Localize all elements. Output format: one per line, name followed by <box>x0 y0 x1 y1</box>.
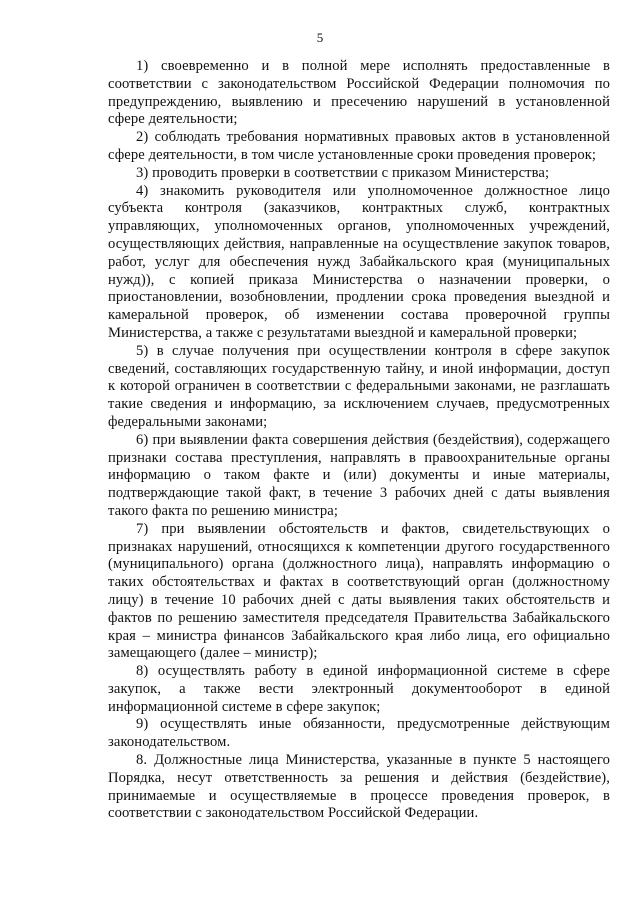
paragraph-duty-4: 4) знакомить руководителя или уполномоченное должностное лицо субъекта контроля (заказчиков, контрактных служб, контрактных управляющих, уполномоченных органов, уполномоченных учреждений, осуществляющих действия, направленные на осуществление закупок товаров, работ, услуг для обеспечения нужд Забайкальского края (муниципальных нужд)), с копией приказа Министерства о назначении проверки, о приостановлении, возобновлении, продлении срока проведения выездной и камеральной проверок, об изменении состава проверочной группы Министерства, а также с результатами выездной и камеральной проверки; <box>108 182 610 341</box>
paragraph-duty-8: 8) осуществлять работу в единой информационной системе в сфере закупок, а также вести электронный документооборот в единой информационной системе в сфере закупок; <box>108 663 610 715</box>
paragraph-section-8: 8. Должностные лица Министерства, указанные в пункте 5 настоящего Порядка, несут ответственность за решения и действия (бездействие), принимаемые и осуществляемые в процессе проведения проверок, в соответствии с законодательством Российской Федерации. <box>108 752 610 822</box>
paragraph-duty-1: 1) своевременно и в полной мере исполнять предоставленные в соответствии с законодательством Российской Федерации полномочия по предупреждению, выявлению и пресечению нарушений в установленной сфере деятельности; <box>108 58 610 128</box>
paragraph-duty-5: 5) в случае получения при осуществлении контроля в сфере закупок сведений, составляющих государственную тайну, и иной информации, доступ к которой ограничен в соответствии с федеральными законами, не разглашать такие сведения и информацию, за исключением случаев, предусмотренных федеральными законами; <box>108 342 610 430</box>
paragraph-duty-6: 6) при выявлении факта совершения действия (бездействия), содержащего признаки состава преступления, направлять в правоохранительные органы информацию о таком факте и (или) документы и иные материалы, подтверждающие такой факт, в течение 3 рабочих дней с даты выявления такого факта по решению министра; <box>108 431 610 519</box>
paragraph-duty-9: 9) осуществлять иные обязанности, предусмотренные действующим законодательством. <box>108 716 610 751</box>
document-body <box>108 58 610 823</box>
page-number: 5 <box>316 30 324 45</box>
paragraph-duty-3: 3) проводить проверки в соответствии с приказом Министерства; <box>136 164 550 181</box>
paragraph-duty-2: 2) соблюдать требования нормативных правовых актов в установленной сфере деятельности, в том числе установленные сроки проведения проверок; <box>108 129 610 163</box>
paragraph-duty-7: 7) при выявлении обстоятельств и фактов, свидетельствующих о признаках нарушений, относящихся к компетенции другого государственного (муниципального) органа (должностного лица), направлять информацию о таких обстоятельствах и фактах в соответствующий орган (должностному лицу) в течение 10 рабочих дней с даты выявления таких обстоятельств и фактов по решению заместителя председателя Правительства Забайкальского края – министра финансов Забайкальского края либо лица, его официально замещающего (далее – министр); <box>108 520 610 662</box>
